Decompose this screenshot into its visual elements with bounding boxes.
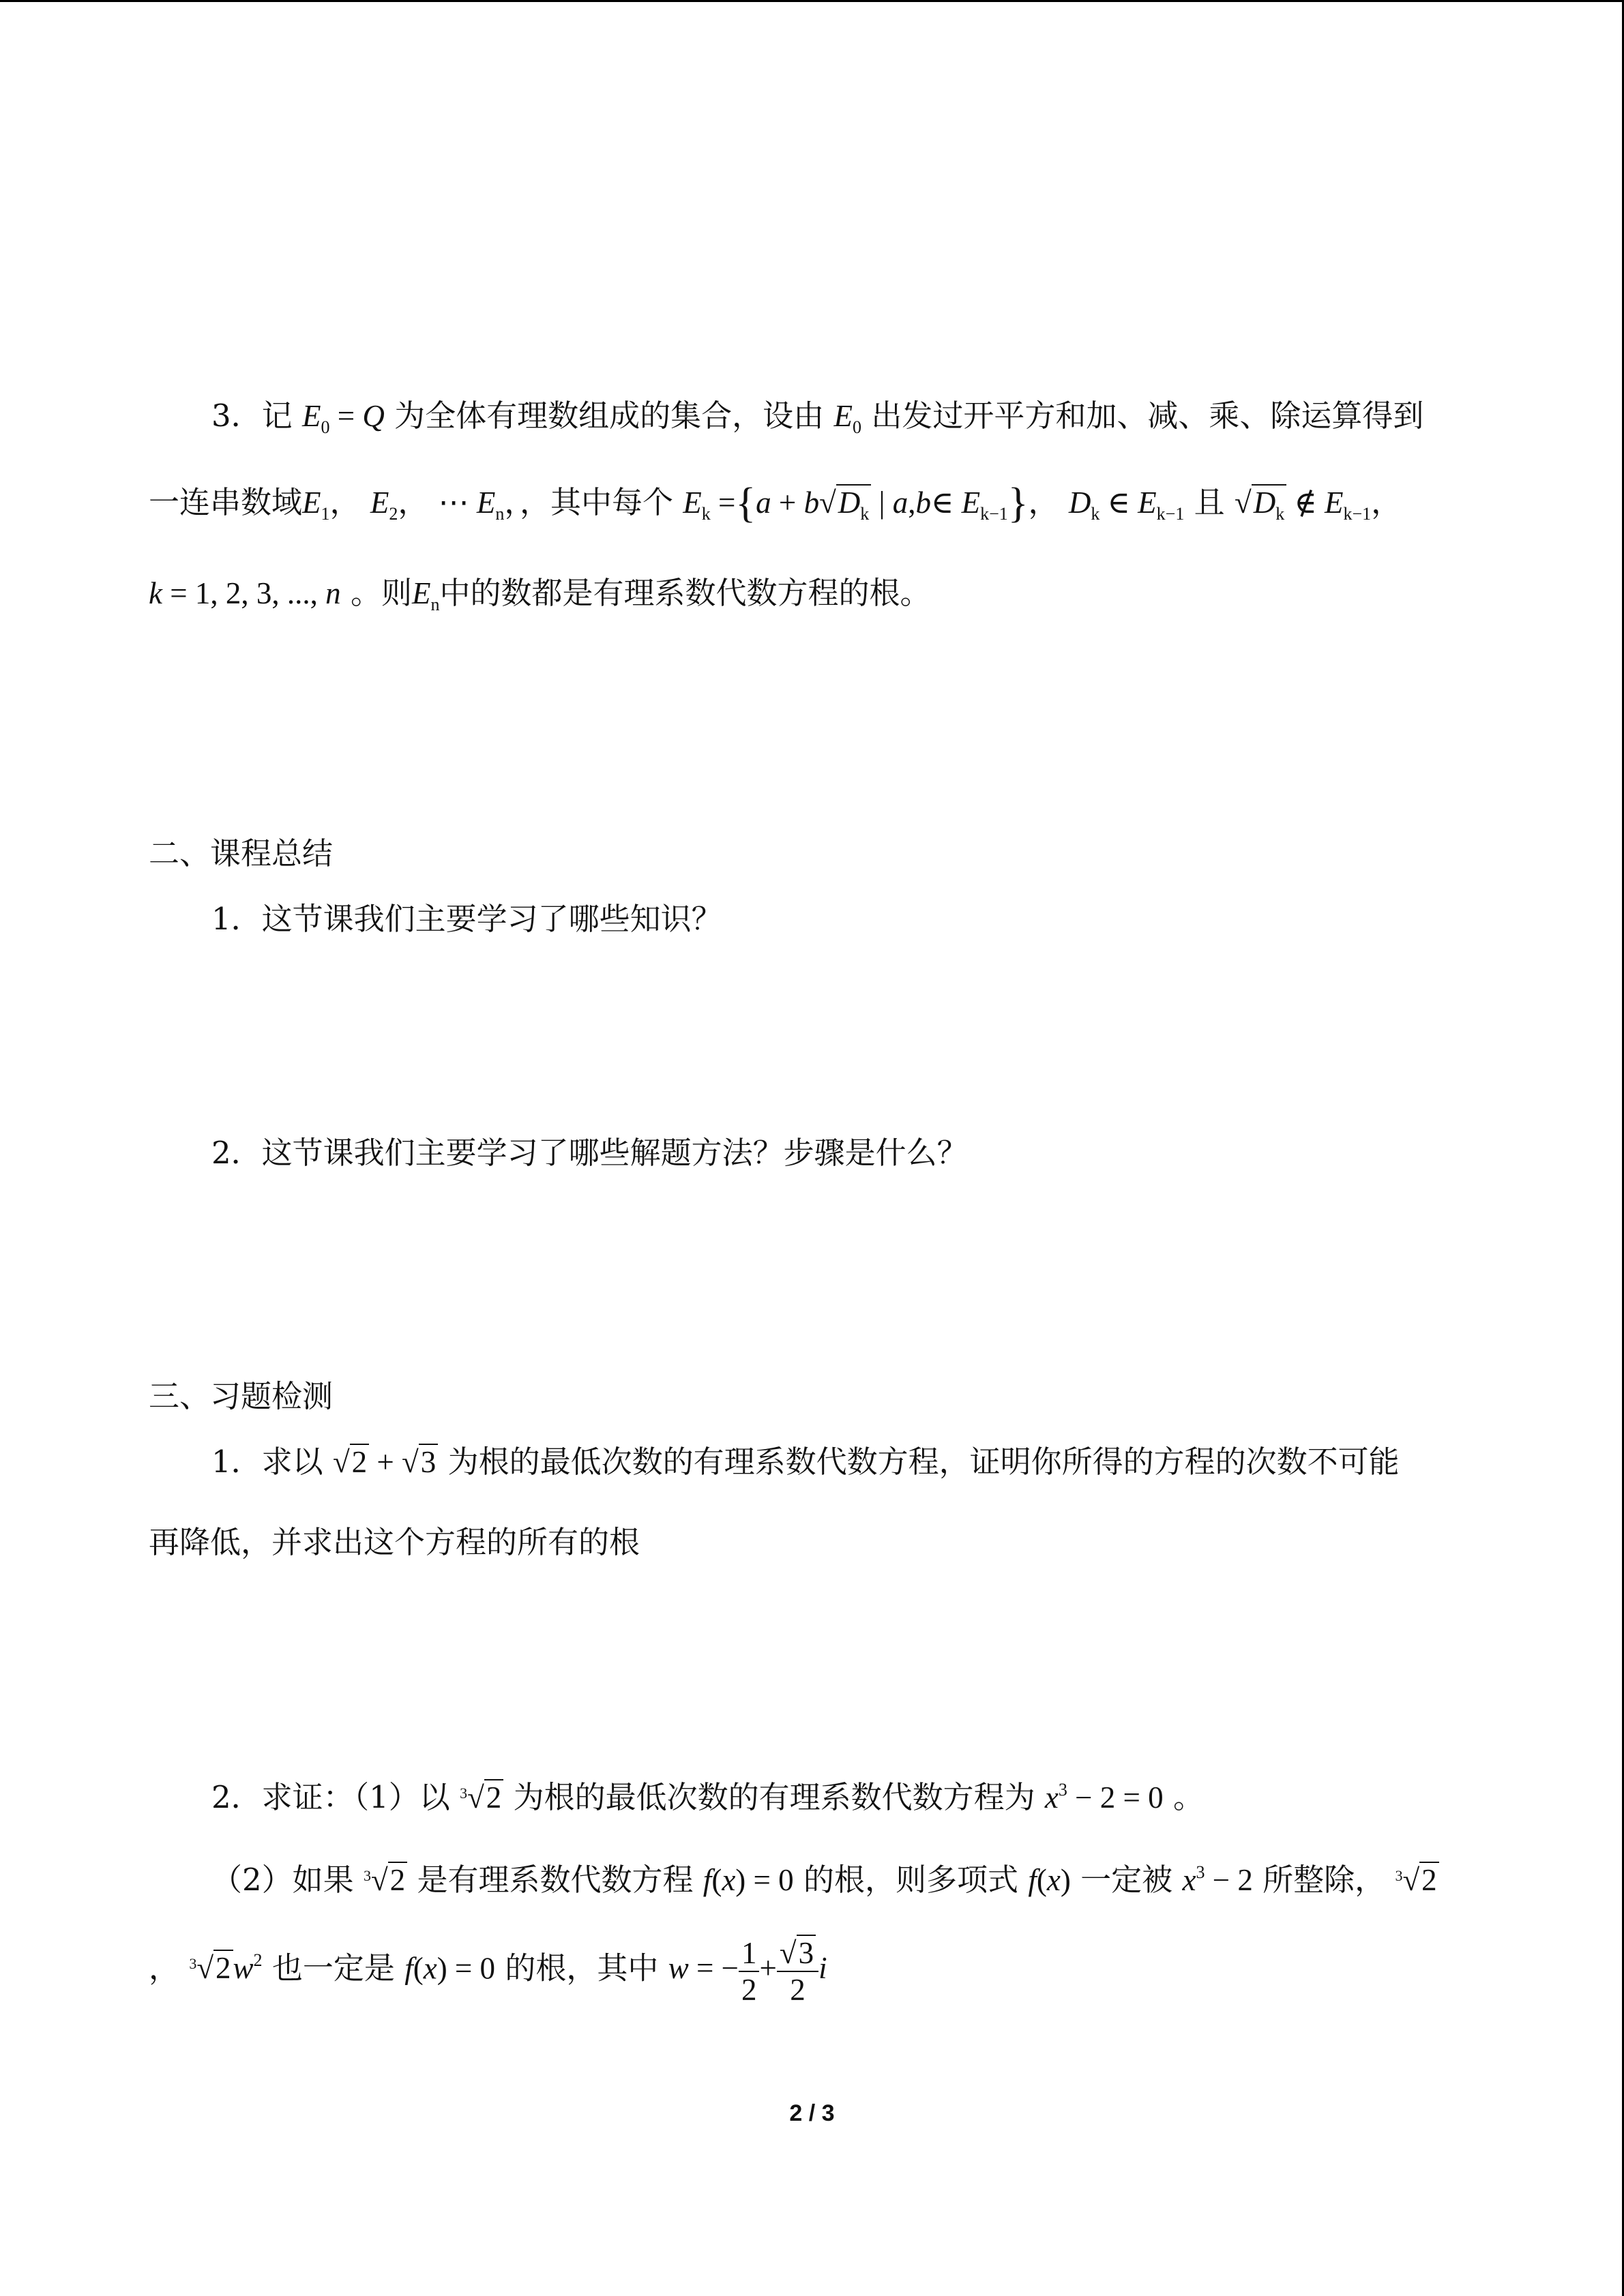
math-x3-minus-2-eq-0: $x^3 - 2 = 0$ — [1044, 1780, 1164, 1815]
math-E0: $E_0$ — [833, 399, 861, 437]
exercise2-line1: 2．求证：（1）以 $^3$√2 为根的最低次数的有理系数代数方程为 $x^3 - 2 = 0$ 。 — [211, 1779, 1204, 1815]
page-top-border — [0, 0, 1624, 2]
math-E1: $E_1$ — [302, 486, 330, 524]
math-sqrtDk-notin-Ek-1: $√D_k$ ∉ $E_{k-1}$ — [1234, 486, 1372, 524]
section2-title: 二、课程总结 — [149, 835, 334, 871]
page-number: 2 / 3 — [789, 2100, 835, 2126]
math-k-range: k = 1, 2, 3, ..., n — [149, 576, 341, 610]
exercise2-line2: （2）如果 $^3$√2 是有理系数代数方程 f(x) = 0 的根，则多项式 f(x) 一定被 $x^3 - 2$ 所整除， $^3$√2 — [211, 1852, 1439, 1900]
math-x3-minus-2: $x^3 - 2$ — [1182, 1862, 1253, 1897]
item3-number: 3． — [211, 398, 262, 434]
item3-line2: 一连串数域$E_1$， $E_2$， ⋯ $E_n$，，其中每个 $E_k =\{a + b√D_k$ | a,b∈ $E_{k-1}$}， $D_k$ ∈ $E_{k-1}$ 且 $√D_k$ ∉ $E_{k-1}$， — [149, 480, 1402, 526]
math-Dk-in-Ek-1: $D_k$ ∈ $E_{k-1}$ — [1068, 486, 1185, 524]
math-En: $E_n$ — [411, 576, 440, 614]
item3-line3: k = 1, 2, 3, ..., n 。则$E_n$中的数都是有理系数代数方程的根。 — [149, 575, 931, 614]
math-cbrt2-w: $^3$√2 — [1395, 1862, 1438, 1897]
section3-title: 三、习题检测 — [149, 1378, 334, 1414]
math-fx-eq-0: f(x) = 0 — [404, 1951, 496, 1986]
math-Ek-set-definition: $E_k =\{a + b√D_k$ | a,b∈ $E_{k-1}$} — [683, 480, 1029, 526]
item3-line1: 3．记 $E_0 = Q$ 为全体有理数组成的集合，设由 $E_0$ 出发过开平方和加、减、乘、除运算得到 — [211, 398, 1424, 437]
math-dots-En: ⋯ $E_n$ — [438, 486, 505, 524]
section2-question-2: 2．这节课我们主要学习了哪些解题方法？步骤是什么？ — [211, 1135, 968, 1171]
exercise1-line1: 1．求以 √2 + √3 为根的最低次数的有理系数代数方程，证明你所得的方程的次数不可能 — [211, 1444, 1400, 1480]
math-E0-eq-Q: $E_0 = Q$ — [301, 399, 385, 437]
math-cbrt2-w2: $^3√2w^2$ — [189, 1950, 263, 1986]
math-E2: $E_2$ — [370, 486, 398, 524]
math-w-definition: w = − $\frac{1}{2}$ + $\frac{√3}{2}$ i — [668, 1936, 827, 2007]
section2-question-1: 1．这节课我们主要学习了哪些知识？ — [211, 901, 722, 937]
math-sqrt2-plus-sqrt3: √2 + √3 — [333, 1444, 438, 1479]
math-cbrt2: $^3$√2 — [364, 1862, 407, 1897]
math-cbrt2: $^3$√2 — [460, 1779, 503, 1815]
exercise2-line3: ， $^3√2w^2$ 也一定是 f(x) = 0 的根，其中 w = − $\frac{1}{2}$ + $\frac{√3}{2}$ i — [149, 1936, 827, 2007]
exercise1-line2: 再降低，并求出这个方程的所有的根 — [149, 1524, 640, 1560]
math-fx-eq-0: f(x) = 0 — [703, 1863, 794, 1897]
math-fx: f(x) — [1028, 1863, 1071, 1897]
